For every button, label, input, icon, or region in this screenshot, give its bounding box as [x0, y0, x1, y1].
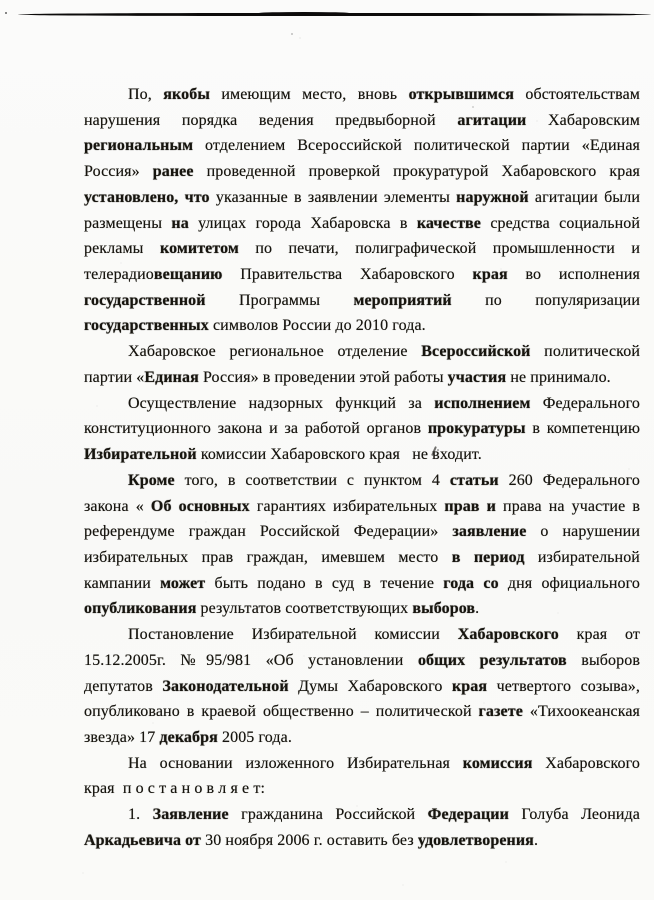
text-line: размещены на улицах города Хабаровска в качестве средства социальной: [84, 214, 641, 232]
bold-ink-segment: в период: [451, 548, 525, 566]
bold-ink-segment: наружной: [456, 188, 529, 206]
bold-ink-segment: государственных: [84, 317, 209, 335]
bold-ink-segment: Аркадьевича от: [84, 831, 202, 849]
bold-ink-segment: года со: [443, 574, 499, 592]
bold-ink-segment: декабря: [159, 728, 218, 746]
bold-ink-segment: Федерации: [427, 806, 509, 824]
text-line: нарушения порядка ведения предвыборной агитации Хабаровским: [84, 111, 640, 129]
bold-ink-segment: на: [171, 214, 189, 232]
text-line: звезда» 17 декабря 2005 года.: [84, 728, 292, 746]
bold-ink-segment: Единая: [144, 368, 199, 386]
bold-ink-segment: комитетом: [159, 240, 239, 258]
text-line: Кроме того, в соответствии с пунктом 4 статьи 260 Федерального: [128, 471, 640, 489]
bold-ink-segment: государственной: [84, 291, 206, 309]
text-line: государственных символов России до 2010 года.: [84, 317, 426, 335]
bold-ink-segment: заявление: [452, 523, 527, 541]
bold-ink-segment: удовлетворения: [417, 831, 534, 849]
text-line: установлено, что указанные в заявлении элементы наружной агитации были: [84, 188, 641, 206]
bold-ink-segment: Об основных: [150, 497, 250, 515]
bold-ink-segment: опубликования: [84, 600, 197, 618]
bold-ink-segment: открывшимся: [408, 86, 514, 103]
text-line: кампании может быть подано в суд в течение года со дня официального: [84, 574, 640, 592]
bold-ink-segment: региональным: [84, 137, 194, 155]
bold-ink-segment: края: [451, 677, 488, 695]
bold-ink-segment: агитации: [457, 111, 527, 129]
text-line: закона « Об основных гарантиях избирательных прав и права на участие в: [84, 497, 641, 515]
text-line: 1. Заявление гражданина Российской Федерации Голуба Леонида: [128, 806, 640, 824]
text-line: телерадиовещанию Правительства Хабаровского края во исполнения: [84, 266, 640, 284]
bold-ink-segment: Законодательной: [162, 677, 289, 695]
bold-ink-segment: статьи: [449, 471, 499, 489]
bold-ink-segment: может: [160, 574, 206, 592]
text-line: конституционного закона и за работой органов прокуратуры в компетенцию: [84, 420, 640, 438]
bold-ink-segment: Кроме: [128, 471, 175, 489]
text-line: Аркадьевича от 30 ноября 2006 г. оставить без удовлетворения.: [84, 831, 539, 849]
text-line: Хабаровское региональное отделение Всероссийской политической: [128, 343, 640, 361]
bold-ink-segment: ранее: [152, 163, 194, 181]
text-line: Россия» ранее проведенной проверкой прокуратурой Хабаровского края: [84, 163, 640, 181]
text-line: государственной Программы мероприятий по популяризации: [84, 291, 640, 309]
text-line: По, якобы имеющим место, вновь открывшимся обстоятельствам: [128, 86, 640, 103]
text-line: опубликовано в краевой общественно – политической газете «Тихоокеанская: [84, 703, 641, 721]
text-line: депутатов Законодательной Думы Хабаровского края четвертого созыва»,: [84, 677, 640, 695]
bold-ink-segment: Избирательной: [84, 446, 197, 464]
text-line: партии «Единая Россия» в проведении этой работы участия не принимало.: [84, 368, 611, 386]
bold-ink-segment: качестве: [416, 214, 482, 232]
bold-ink-segment: якобы: [163, 86, 210, 103]
bold-ink-segment: общих результатов: [417, 651, 567, 669]
bold-ink-segment: исполнением: [434, 394, 531, 412]
bold-ink-segment: Заявление: [152, 806, 229, 824]
text-line: избирательных прав граждан, имевшем место в период избирательной: [84, 548, 640, 566]
text-line: края п о с т а н о в л я е т:: [84, 780, 265, 798]
bold-ink-segment: установлено, что: [84, 188, 210, 206]
bold-ink-segment: мероприятий: [353, 291, 452, 309]
scan-noise-specks: [0, 0, 2, 2]
bold-ink-segment: газете: [478, 703, 523, 721]
bold-ink-segment: вещанию: [153, 266, 223, 284]
text-line: На основании изложенного Избирательная комиссия Хабаровского: [128, 754, 640, 772]
text-line: Осуществление надзорных функций за исполнением Федерального: [128, 394, 640, 412]
bold-ink-segment: Хабаровского: [457, 626, 559, 644]
document-body: [84, 82, 640, 854]
text-line: опубликования результатов соответствующих выборов.: [84, 600, 480, 618]
text-line: рекламы комитетом по печати, полиграфической промышленности и: [84, 240, 640, 258]
bold-ink-segment: комиссия: [462, 754, 533, 772]
bold-ink-segment: края: [472, 266, 508, 284]
bold-ink-segment: прав и: [444, 497, 496, 515]
bold-ink-segment: выборов: [412, 600, 476, 618]
text-line: региональным отделением Всероссийской политической партии «Единая: [84, 137, 640, 155]
bold-ink-segment: прокуратуры: [427, 420, 526, 438]
text-line: референдуме граждан Российской Федерации» заявление о нарушении: [84, 523, 640, 541]
bold-ink-segment: участия: [447, 368, 507, 386]
text-line: Избирательной комиссии Хабаровского края не входит.: [84, 446, 482, 464]
scan-top-rule: [18, 13, 651, 16]
text-line: Постановление Избирательной комиссии Хабаровского края от: [128, 626, 640, 644]
bold-ink-segment: Всероссийской: [421, 343, 531, 361]
text-line: 15.12.2005г. №95/981 «Об установлении общих результатов выборов: [84, 651, 640, 669]
